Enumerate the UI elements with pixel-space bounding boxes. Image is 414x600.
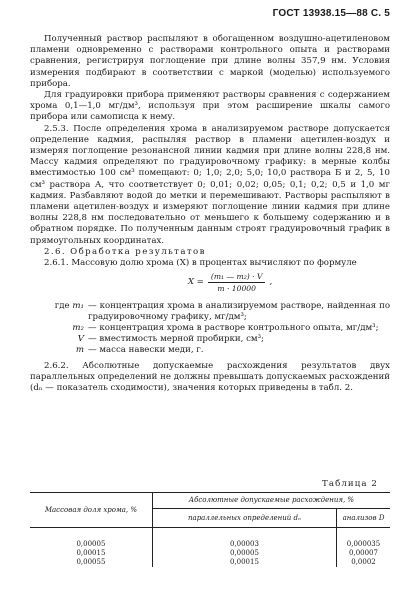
column-header: анализов D <box>337 509 391 528</box>
table-cell: 0,00003 <box>152 528 336 550</box>
definition-text: — вместимость мерной пробирки, см³; <box>88 334 264 345</box>
definition-symbol: где m₁ <box>54 300 84 311</box>
formula-denominator: m · 10000 <box>217 284 256 294</box>
formula-fraction <box>208 271 266 294</box>
column-header: параллельных определений dₙ <box>152 509 336 528</box>
table-cell: 0,00015 <box>152 558 336 567</box>
definition-text: — концентрация хрома в анализируемом растворе, найденная по градуировочному графику, мг/дм³; <box>88 300 390 322</box>
paragraph: Для градуировки прибора применяют растворы сравнения с содержанием хрома 0,1—1,0 мг/дм³, используя при этом расширение шкалы самого прибора или самописца к нему. <box>30 90 390 123</box>
definition-text: — масса навески меди, г. <box>88 345 204 356</box>
definition-row <box>30 345 390 356</box>
table-title: Таблица 2 <box>322 479 378 489</box>
table-cell: 0,000035 <box>337 528 391 550</box>
table-cell: 0,0002 <box>337 558 391 567</box>
definition-row <box>30 301 390 323</box>
paragraph: 2.6.1. Массовую долю хрома (X) в процентах вычисляют по формуле <box>44 258 357 269</box>
paragraph: 2.5.3. После определения хрома в анализируемом растворе допускается определение кадмия, распыляя раствор в пламени ацетилен-воздух и измеряя поглощение резонансной линии кадмия при длине волны 228,8 нм. Массу кадмия определяют по градуировочному графику: в мерные колбы вместимостью 100 см³ помещают: 0; 1,0; 2,0; 5,0; 10,0 раствора Б и 2, 5, 10 см³ раствора А, что соответствует 0; 0,01; 0,02; 0,05; 0,1; 0,2; 0,5 и 1,0 мг кадмия. Разбавляют водой до метки и перемешивают. Растворы распыляют в пламени ацетилен-воздух и измеряют поглощение линии кадмия при длине волны 228,8 нм последовательно от меньшего к большему содержанию и в обратном порядке. По полученным данным строят градуировочный график в прямоугольных координатах. <box>30 123 390 246</box>
data-table <box>30 492 390 567</box>
definitions-list <box>30 301 390 357</box>
section-heading: 2.6. Обработка результатов <box>44 246 206 257</box>
table-row <box>30 558 390 567</box>
table-cell: 0,00005 <box>152 549 336 558</box>
definition-symbol: V <box>77 334 84 345</box>
definition-text: — концентрация хрома в растворе контрольного опыта, мг/дм³; <box>88 323 379 334</box>
table-cell: 0,00007 <box>337 549 391 558</box>
table-row <box>30 528 390 550</box>
paragraph: Полученный раствор распыляют в обогащенном воздушно-ацетиленовом пламени одновременно с растворами контрольного опыта и растворами сравнения, регистрируя поглощение при длине волны 357,9 нм. Условия измерения подбирают в соответствии с маркой (моделью) используемого прибора. <box>30 34 390 89</box>
definition-row <box>30 334 390 345</box>
column-header: Массовая доля хрома, % <box>30 493 152 528</box>
paragraph: 2.6.2. Абсолютные допускаемые расхождения результатов двух параллельных определений не должны превышать допускаемых расхождений (dₙ — показатель сходимости), значения которых приведены в табл. 2. <box>30 360 390 394</box>
formula-numerator: (m₁ — m₂) · V <box>208 271 266 283</box>
table-cell: 0,00005 <box>76 540 106 548</box>
definition-symbol: m <box>75 345 84 356</box>
definition-symbol: m₂ <box>72 323 84 334</box>
formula-tail: , <box>269 277 273 288</box>
table-cell: 0,00015 <box>76 549 106 557</box>
table-row <box>30 549 390 558</box>
definition-row <box>30 323 390 334</box>
body-text <box>30 34 390 394</box>
table-cell: 0,00055 <box>76 558 106 566</box>
formula-lhs: X = <box>187 277 204 288</box>
group-header: Абсолютные допускаемые расхождения, % <box>152 493 390 509</box>
formula <box>70 271 390 294</box>
page-header: ГОСТ 13938.15—88 С. 5 <box>272 8 390 19</box>
